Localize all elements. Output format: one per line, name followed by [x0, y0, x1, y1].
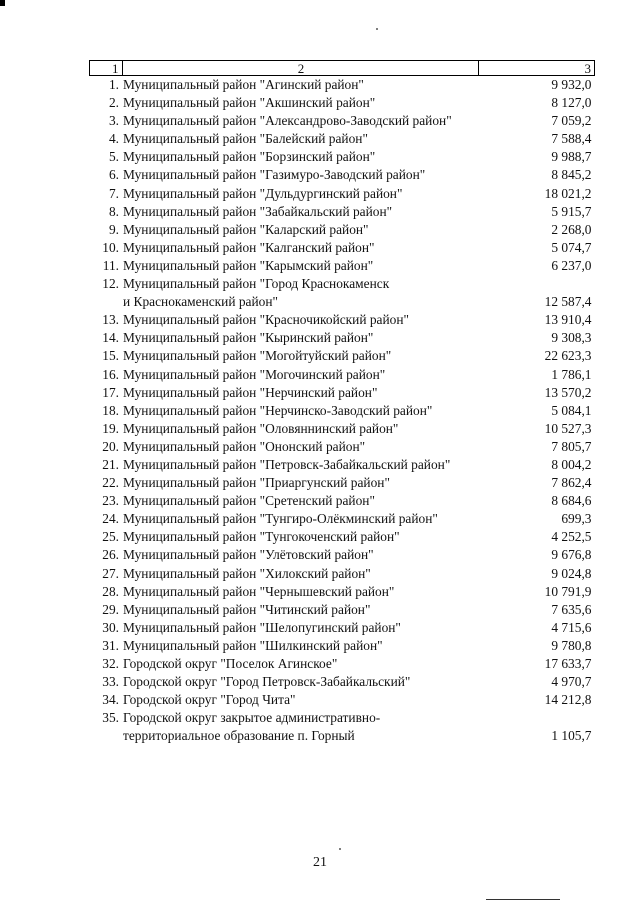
table-header-row	[90, 61, 595, 76]
table-row	[90, 257, 595, 275]
municipality-name-line: Городской округ закрытое административно-	[123, 710, 381, 726]
row-number: 16.	[102, 366, 120, 382]
table-row	[90, 203, 595, 221]
row-number: 10.	[102, 239, 120, 255]
amount-value: 5 074,7	[551, 239, 592, 255]
table-row	[90, 420, 595, 438]
municipality-name-line: Муниципальный район "Балейский район"	[123, 131, 368, 147]
amount-value: 9 988,7	[551, 149, 592, 165]
amount-value: 699,3	[561, 511, 592, 527]
page-number: 21	[313, 855, 327, 870]
table-row	[90, 185, 595, 203]
amount-value: 14 212,8	[544, 692, 592, 708]
amount-value: 8 684,6	[551, 493, 592, 509]
table-row	[90, 601, 595, 619]
table-row	[90, 275, 595, 311]
row-number: 2.	[108, 95, 120, 111]
row-number: 23.	[102, 493, 120, 509]
amount-value: 18 021,2	[544, 185, 592, 201]
municipality-name-line: Муниципальный район "Карымский район"	[123, 257, 374, 273]
row-number: 21.	[102, 456, 120, 472]
amount-value: 1 786,1	[551, 366, 592, 382]
municipality-name-line: Муниципальный район "Оловяннинский район"	[123, 420, 399, 436]
amount-value: 9 024,8	[551, 565, 592, 581]
amount-value: 8 004,2	[551, 456, 592, 472]
amount-value: 7 059,2	[551, 113, 592, 129]
amount-value: 5 915,7	[551, 203, 592, 219]
amount-value: 17 633,7	[544, 656, 592, 671]
municipality-name-line: Муниципальный район "Приаргунский район"	[123, 475, 390, 491]
municipality-name	[122, 691, 479, 709]
amount-value: 5 084,1	[551, 402, 592, 418]
municipality-name-line: Муниципальный район "Тунгокоченский район"	[123, 529, 400, 545]
scan-dot	[376, 28, 378, 30]
municipality-name-line: Муниципальный район "Улётовский район"	[123, 547, 374, 563]
amount-value: 9 676,8	[551, 547, 592, 563]
municipality-name	[122, 619, 479, 637]
amount-value: 8 845,2	[551, 167, 592, 183]
amount-value: 4 715,6	[551, 619, 592, 635]
municipality-name-line: Муниципальный район "Каларский район"	[123, 221, 369, 237]
municipality-name	[122, 384, 479, 402]
amount-value: 8 127,0	[551, 95, 592, 111]
table-row	[90, 492, 595, 510]
row-number: 35.	[102, 710, 120, 726]
municipality-name-line: Муниципальный район "Нерчинский район"	[123, 384, 378, 400]
municipality-name-line: Муниципальный район "Красночикойский район"	[123, 312, 409, 328]
municipality-name-line: Муниципальный район "Могочинский район"	[123, 366, 386, 382]
municipality-name-line: Городской округ "Поселок Агинское"	[123, 656, 338, 671]
municipality-name	[122, 420, 479, 438]
municipality-name	[122, 583, 479, 601]
municipality-name-line: Муниципальный район "Шилкинский район"	[123, 637, 383, 653]
amount-value: 13 570,2	[544, 384, 592, 400]
table-row	[90, 130, 595, 148]
row-number: 27.	[102, 565, 120, 581]
amount-value: 7 588,4	[551, 131, 592, 147]
municipality-name-line: Муниципальный район "Ононский район"	[123, 438, 366, 454]
municipality-name	[122, 438, 479, 456]
amount-value: 9 932,0	[551, 77, 592, 92]
row-number: 29.	[102, 601, 120, 617]
municipality-name	[122, 655, 479, 673]
table-row	[90, 673, 595, 691]
amount-value: 1 105,7	[551, 728, 592, 744]
row-number: 25.	[102, 529, 120, 545]
table-row	[90, 347, 595, 365]
row-number: 20.	[102, 438, 120, 454]
municipality-name	[122, 673, 479, 691]
table-row	[90, 510, 595, 528]
table-row	[90, 438, 595, 456]
municipality-name	[122, 94, 479, 112]
amount-value: 7 862,4	[551, 475, 592, 491]
row-number: 34.	[102, 692, 120, 708]
municipality-name	[122, 709, 479, 745]
municipality-name	[122, 601, 479, 619]
table-row	[90, 637, 595, 655]
municipality-name-line: Муниципальный район "Александрово-Заводский район"	[123, 113, 452, 129]
row-number: 14.	[102, 330, 120, 346]
header-col-2: 2	[122, 61, 479, 76]
amount-value: 4 970,7	[551, 674, 592, 690]
amount-value: 9 780,8	[551, 637, 592, 653]
scan-corner-mark	[0, 0, 5, 6]
row-number: 17.	[102, 384, 120, 400]
header-col-1: 1	[90, 61, 123, 76]
amount-value: 10 791,9	[544, 583, 592, 599]
amount-value: 9 308,3	[551, 330, 592, 346]
municipality-name-line: Муниципальный район "Газимуро-Заводский район"	[123, 167, 426, 183]
municipality-name-line: Муниципальный район "Шелопугинский район"	[123, 619, 401, 635]
municipality-name	[122, 456, 479, 474]
municipality-name-line: Муниципальный район "Дульдургинский район"	[123, 185, 403, 201]
municipality-name-line: Муниципальный район "Кыринский район"	[123, 330, 374, 346]
municipality-name	[122, 275, 479, 311]
municipality-name	[122, 546, 479, 564]
row-number: 28.	[102, 583, 120, 599]
municipality-name	[122, 148, 479, 166]
row-number: 12.	[102, 276, 120, 292]
municipality-name-line: Муниципальный район "Сретенский район"	[123, 493, 375, 509]
municipality-name-line: Муниципальный район "Нерчинско-Заводский район"	[123, 402, 433, 418]
row-number: 24.	[102, 511, 120, 527]
municipality-name-line: Муниципальный район "Калганский район"	[123, 239, 375, 255]
row-number: 22.	[102, 475, 120, 491]
row-number: 9.	[108, 221, 120, 237]
municipality-name	[122, 239, 479, 257]
table-row	[90, 619, 595, 637]
municipality-name	[122, 257, 479, 275]
table-row	[90, 311, 595, 329]
table-body	[90, 76, 595, 746]
municipality-name-line: Муниципальный район "Борзинский район"	[123, 149, 376, 165]
row-number: 11.	[102, 257, 120, 273]
row-number: 7.	[108, 185, 120, 201]
row-number: 31.	[102, 637, 120, 653]
municipality-name-line: Муниципальный район "Чернышевский район"	[123, 583, 395, 599]
amount-value: 2 268,0	[551, 221, 592, 237]
municipality-name-line: Муниципальный район "Акшинский район"	[123, 95, 376, 111]
row-number: 4.	[108, 131, 120, 147]
row-number: 26.	[102, 547, 120, 563]
table-row	[90, 402, 595, 420]
table-row	[90, 655, 595, 673]
municipality-name-line: Муниципальный район "Хилокский район"	[123, 565, 371, 581]
municipality-name	[122, 311, 479, 329]
row-number: 6.	[108, 167, 120, 183]
amount-value: 10 527,3	[544, 420, 592, 436]
row-number: 18.	[102, 402, 120, 418]
amount-value: 4 252,5	[551, 529, 592, 545]
table-row	[90, 384, 595, 402]
municipality-name-line: Муниципальный район "Могойтуйский район"	[123, 348, 392, 364]
row-number: 30.	[102, 619, 120, 635]
municipality-name	[122, 347, 479, 365]
municipality-name	[122, 637, 479, 655]
municipality-name-line: Муниципальный район "Агинский район"	[123, 77, 364, 92]
table-row	[90, 456, 595, 474]
municipality-name-line: Городской округ "Город Петровск-Забайкальский"	[123, 674, 411, 690]
municipality-name-line: Муниципальный район "Город Краснокаменск	[123, 276, 390, 292]
row-number: 33.	[102, 674, 120, 690]
table-row	[90, 546, 595, 564]
table-row	[90, 329, 595, 347]
municipality-name	[122, 565, 479, 583]
table-row	[90, 565, 595, 583]
row-number: 3.	[108, 113, 120, 129]
amount-value: 6 237,0	[551, 257, 592, 273]
municipality-name-line: Муниципальный район "Забайкальский район"	[123, 203, 393, 219]
municipality-name	[122, 166, 479, 184]
row-number: 1.	[108, 77, 120, 92]
municipality-name	[122, 402, 479, 420]
header-col-3: 3	[479, 61, 595, 76]
scan-dot	[339, 848, 341, 850]
municipality-name	[122, 474, 479, 492]
table-row	[90, 709, 595, 745]
municipality-name-line: и Краснокаменский район"	[123, 294, 278, 310]
municipality-name-line: Муниципальный район "Петровск-Забайкальский район"	[123, 456, 451, 472]
table-row	[90, 221, 595, 239]
amount-value: 22 623,3	[544, 348, 592, 364]
amount-value: 13 910,4	[544, 312, 592, 328]
table-row	[90, 691, 595, 709]
table-row	[90, 166, 595, 184]
municipality-name	[122, 185, 479, 203]
municipality-name	[122, 221, 479, 239]
municipality-name-line: территориальное образование п. Горный	[123, 728, 355, 744]
row-number: 5.	[108, 149, 120, 165]
row-number: 8.	[108, 203, 120, 219]
table-row	[90, 583, 595, 601]
municipality-name-line: Городской округ "Город Чита"	[123, 692, 296, 708]
footer-rule	[486, 899, 560, 900]
row-number: 15.	[102, 348, 120, 364]
municipality-name	[122, 492, 479, 510]
municipality-name-line: Муниципальный район "Тунгиро-Олёкминский район"	[123, 511, 438, 527]
table-row	[90, 94, 595, 112]
table-row	[90, 366, 595, 384]
amount-value: 7 805,7	[551, 438, 592, 454]
amount-value: 7 635,6	[551, 601, 592, 617]
municipality-name	[122, 366, 479, 384]
municipality-name	[122, 112, 479, 130]
row-number: 32.	[102, 656, 120, 671]
table-row	[90, 112, 595, 130]
row-number: 13.	[102, 312, 120, 328]
table-row	[90, 474, 595, 492]
table-row	[90, 148, 595, 166]
municipality-name	[122, 329, 479, 347]
row-number: 19.	[102, 420, 120, 436]
allocation-table	[89, 60, 595, 745]
municipality-name	[122, 528, 479, 546]
municipality-name	[122, 130, 479, 148]
municipality-name	[122, 510, 479, 528]
table-row	[90, 239, 595, 257]
municipality-name-line: Муниципальный район "Читинский район"	[123, 601, 371, 617]
municipality-name	[122, 203, 479, 221]
table-row	[90, 76, 595, 95]
amount-value: 12 587,4	[544, 294, 592, 310]
municipality-name	[122, 76, 479, 95]
table-row	[90, 528, 595, 546]
